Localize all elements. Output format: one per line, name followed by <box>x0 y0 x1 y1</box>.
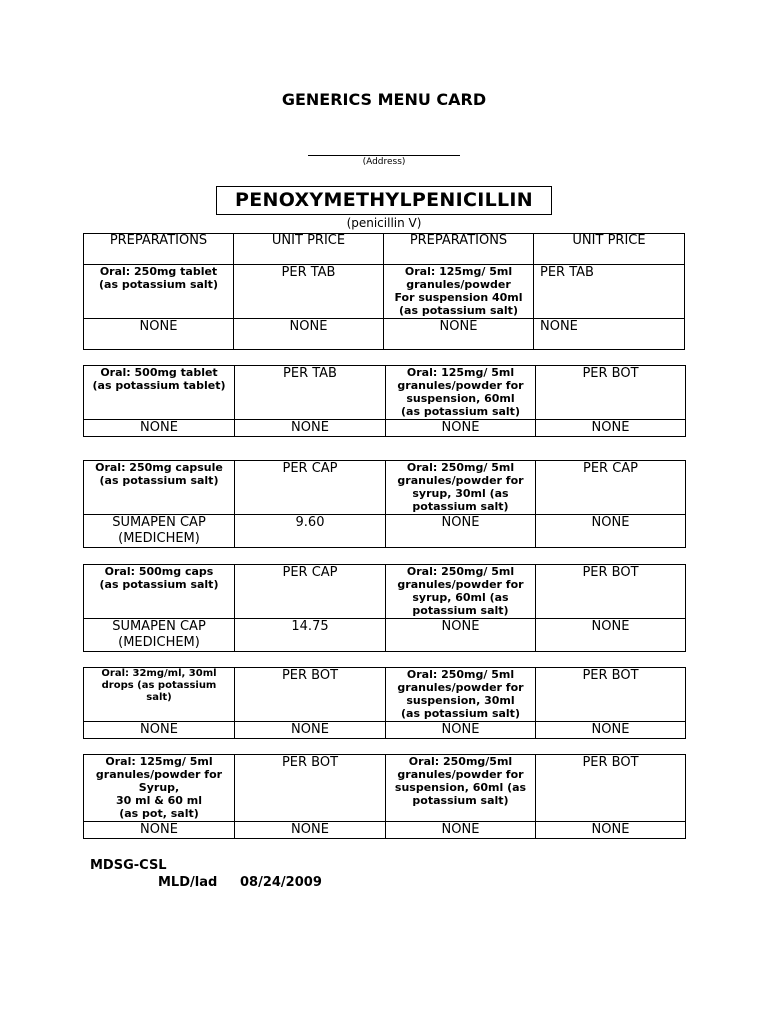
table-row <box>84 822 686 839</box>
unit-price-cell: PER CAP <box>235 461 386 515</box>
unit-price-cell: PER CAP <box>235 565 386 619</box>
column-header: PREPARATIONS <box>384 234 534 265</box>
brand-cell: NONE <box>84 319 234 350</box>
table-row <box>84 319 685 350</box>
unit-price-cell: PER TAB <box>235 366 386 420</box>
menu-table-1 <box>83 233 685 350</box>
preparation-cell: Oral: 125mg/ 5ml granules/powder For suspension 40ml (as potassium salt) <box>384 265 534 319</box>
table-row <box>84 265 685 319</box>
brand-cell: NONE <box>84 822 235 839</box>
brand-cell: NONE <box>84 420 235 437</box>
brand-cell: NONE <box>386 822 536 839</box>
price-cell: NONE <box>235 420 386 437</box>
brand-cell: SUMAPEN CAP (MEDICHEM) <box>84 619 235 652</box>
price-cell: NONE <box>234 319 384 350</box>
menu-table-6 <box>83 754 686 839</box>
column-header: PREPARATIONS <box>84 234 234 265</box>
preparation-cell: Oral: 125mg/ 5ml granules/powder for Syrup, 30 ml & 60 ml (as pot, salt) <box>84 755 235 822</box>
price-cell: NONE <box>534 319 685 350</box>
preparation-cell: Oral: 250mg tablet (as potassium salt) <box>84 265 234 319</box>
unit-price-cell: PER BOT <box>235 668 386 722</box>
preparation-cell: Oral: 250mg/ 5ml granules/powder for suspension, 30ml (as potassium salt) <box>386 668 536 722</box>
table-row <box>84 668 686 722</box>
footer-code: MDSG-CSL <box>90 858 167 873</box>
brand-cell: NONE <box>384 319 534 350</box>
menu-table-2 <box>83 365 686 437</box>
table-header-row <box>84 234 685 265</box>
table-row <box>84 565 686 619</box>
preparation-cell: Oral: 250mg/ 5ml granules/powder for syrup, 30ml (as potassium salt) <box>386 461 536 515</box>
menu-table-4 <box>83 564 686 652</box>
price-cell: NONE <box>536 420 686 437</box>
price-cell: NONE <box>235 722 386 739</box>
address-label: (Address) <box>362 157 406 167</box>
unit-price-cell: PER CAP <box>536 461 686 515</box>
column-header: UNIT PRICE <box>234 234 384 265</box>
unit-price-cell: PER BOT <box>235 755 386 822</box>
drug-name: PENOXYMETHYLPENICILLIN <box>216 186 552 215</box>
price-cell: 14.75 <box>235 619 386 652</box>
preparation-cell: Oral: 250mg/5ml granules/powder for suspension, 60ml (as potassium salt) <box>386 755 536 822</box>
table-row <box>84 515 686 548</box>
brand-cell: NONE <box>386 722 536 739</box>
preparation-cell: Oral: 250mg/ 5ml granules/powder for syrup, 60ml (as potassium salt) <box>386 565 536 619</box>
brand-cell: SUMAPEN CAP (MEDICHEM) <box>84 515 235 548</box>
address-line <box>308 155 460 156</box>
unit-price-cell: PER TAB <box>534 265 685 319</box>
table-row <box>84 461 686 515</box>
price-cell: NONE <box>536 515 686 548</box>
price-cell: NONE <box>536 822 686 839</box>
page-title: GENERICS MENU CARD <box>281 90 487 109</box>
table-row <box>84 755 686 822</box>
brand-cell: NONE <box>386 420 536 437</box>
table-row <box>84 366 686 420</box>
unit-price-cell: PER BOT <box>536 755 686 822</box>
brand-cell: NONE <box>386 619 536 652</box>
price-cell: NONE <box>536 722 686 739</box>
column-header: UNIT PRICE <box>534 234 685 265</box>
unit-price-cell: PER BOT <box>536 366 686 420</box>
unit-price-cell: PER BOT <box>536 565 686 619</box>
price-cell: NONE <box>536 619 686 652</box>
preparation-cell: Oral: 500mg tablet (as potassium tablet) <box>84 366 235 420</box>
unit-price-cell: PER TAB <box>234 265 384 319</box>
menu-table-5 <box>83 667 686 739</box>
footer-date: 08/24/2009 <box>240 875 322 890</box>
preparation-cell: Oral: 250mg capsule (as potassium salt) <box>84 461 235 515</box>
brand-cell: NONE <box>386 515 536 548</box>
price-cell: NONE <box>235 822 386 839</box>
drug-subtitle: (penicillin V) <box>346 216 422 230</box>
footer-initials: MLD/lad <box>158 875 218 890</box>
preparation-cell: Oral: 125mg/ 5ml granules/powder for suspension, 60ml (as potassium salt) <box>386 366 536 420</box>
preparation-cell: Oral: 32mg/ml, 30ml drops (as potassium salt) <box>84 668 235 722</box>
brand-cell: NONE <box>84 722 235 739</box>
table-row <box>84 619 686 652</box>
unit-price-cell: PER BOT <box>536 668 686 722</box>
table-row <box>84 420 686 437</box>
menu-table-3 <box>83 460 686 548</box>
table-row <box>84 722 686 739</box>
price-cell: 9.60 <box>235 515 386 548</box>
preparation-cell: Oral: 500mg caps (as potassium salt) <box>84 565 235 619</box>
